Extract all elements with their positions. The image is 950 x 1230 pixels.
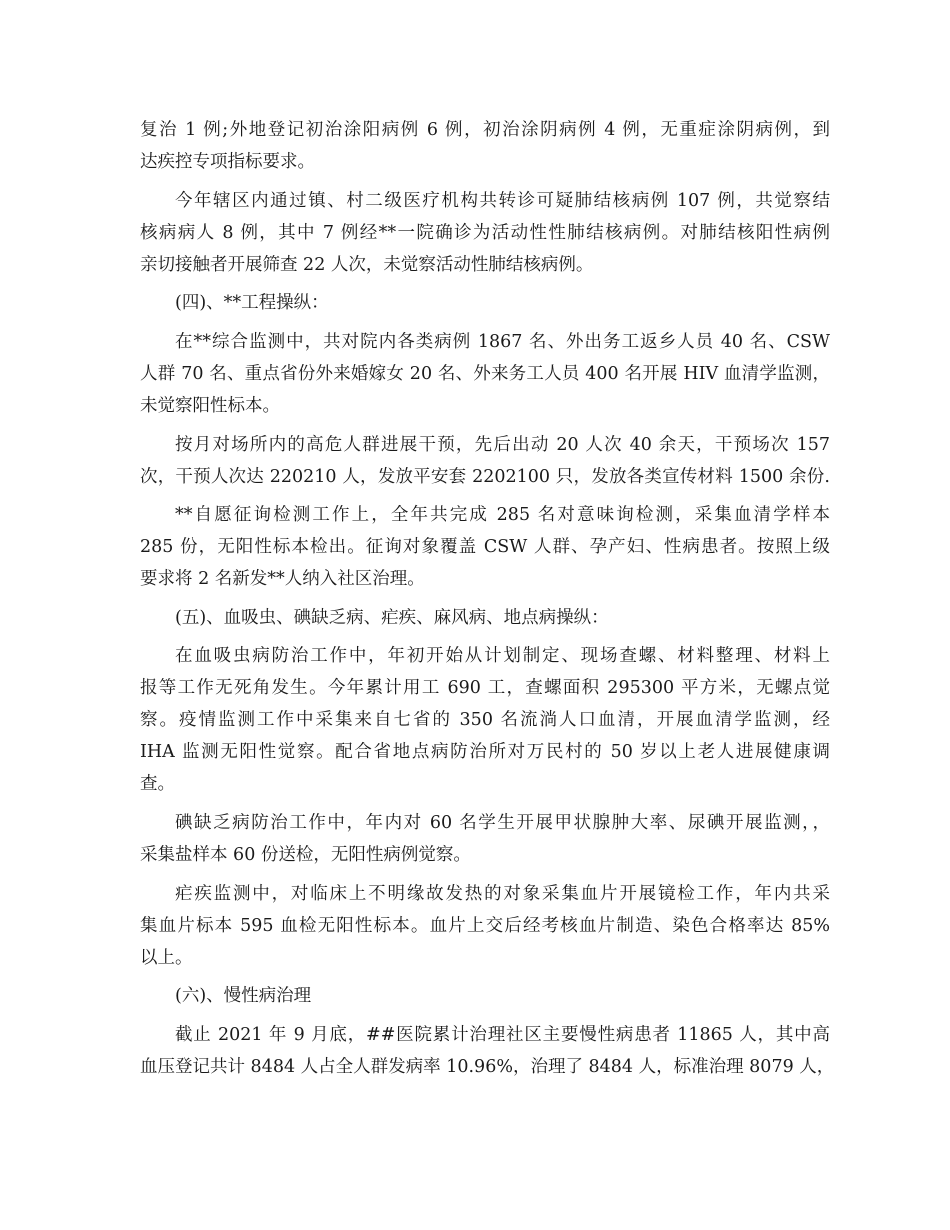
body-text-line: 在血吸虫病防治工作中，年初开始从计划制定、现场查螺、材料整理、材料上 <box>175 646 830 666</box>
body-text-line: 核病病人 8 例，其中 7 例经**一院确诊为活动性性肺结核病例。对肺结核阳性病例 <box>140 223 830 243</box>
section-heading: (六)、慢性病治理 <box>175 986 312 1006</box>
body-text-line: 疟疾监测中，对临床上不明缘故发热的对象采集血片开展镜检工作，年内共采 <box>175 884 830 904</box>
body-text-line: 在**综合监测中，共对院内各类病例 1867 名、外出务工返乡人员 40 名、CSW <box>175 332 830 352</box>
body-text-line: 采集盐样本 60 份送检，无阳性病例觉察。 <box>140 845 471 865</box>
body-text-line: 今年辖区内通过镇、村二级医疗机构共转诊可疑肺结核病例 107 例，共觉察结 <box>175 191 830 211</box>
section-heading: (五)、血吸虫、碘缺乏病、疟疾、麻风病、地点病操纵： <box>175 608 609 628</box>
body-text-line: 以上。 <box>140 948 193 968</box>
section-heading: (四)、**工程操纵： <box>175 293 329 313</box>
body-text-line: 报等工作无死角发生。今年累计用工 690 工，查螺面积 295300 平方米，无螺点觉 <box>140 678 830 698</box>
body-text-line: 285 份，无阳性标本检出。征询对象覆盖 CSW 人群、孕产妇、性病患者。按照上级 <box>140 537 830 557</box>
body-text-line: 察。疫情监测工作中采集来自七省的 350 名流淌人口血清，开展血清学监测，经 <box>140 710 830 730</box>
body-text-line: 截止 2021 年 9 月底，##医院累计治理社区主要慢性病患者 11865 人，其中高 <box>175 1025 830 1045</box>
body-text-line: 查。 <box>140 774 175 794</box>
body-text-line: 按月对场所内的高危人群进展干预，先后出动 20 人次 40 余天，干预场次 157 <box>175 435 830 455</box>
body-text-line: **自愿征询检测工作上，全年共完成 285 名对意味询检测，采集血清学样本 <box>175 505 830 525</box>
body-text-line: 人群 70 名、重点省份外来婚嫁女 20 名、外来务工人员 400 名开展 HIV 血清学监测， <box>140 364 830 384</box>
body-text-line: 血压登记共计 8484 人占全人群发病率 10.96%，治理了 8484 人，标准治理 8079 人， <box>140 1057 835 1077</box>
body-text-line: IHA 监测无阳性觉察。配合省地点病防治所对万民村的 50 岁以上老人进展健康调 <box>140 742 830 762</box>
body-text-line: 亲切接触者开展筛查 22 人次，未觉察活动性肺结核病例。 <box>140 255 594 275</box>
body-text-line: 复治 1 例;外地登记初治涂阳病例 6 例，初治涂阴病例 4 例，无重症涂阴病例，到 <box>140 120 830 140</box>
body-text-line: 要求将 2 名新发**人纳入社区治理。 <box>140 569 425 589</box>
body-text-line: 次，干预人次达 220210 人，发放平安套 2202100 只，发放各类宣传材料 1500 余份. <box>140 467 830 487</box>
body-text-line: 碘缺乏病防治工作中，年内对 60 名学生开展甲状腺肿大率、尿碘开展监测，， <box>175 813 830 833</box>
body-text-line: 集血片标本 595 血检无阳性标本。血片上交后经考核血片制造、染色合格率达 85% <box>140 916 830 936</box>
body-text-line: 未觉察阳性标本。 <box>140 396 280 416</box>
body-text-line: 达疾控专项指标要求。 <box>140 152 315 172</box>
